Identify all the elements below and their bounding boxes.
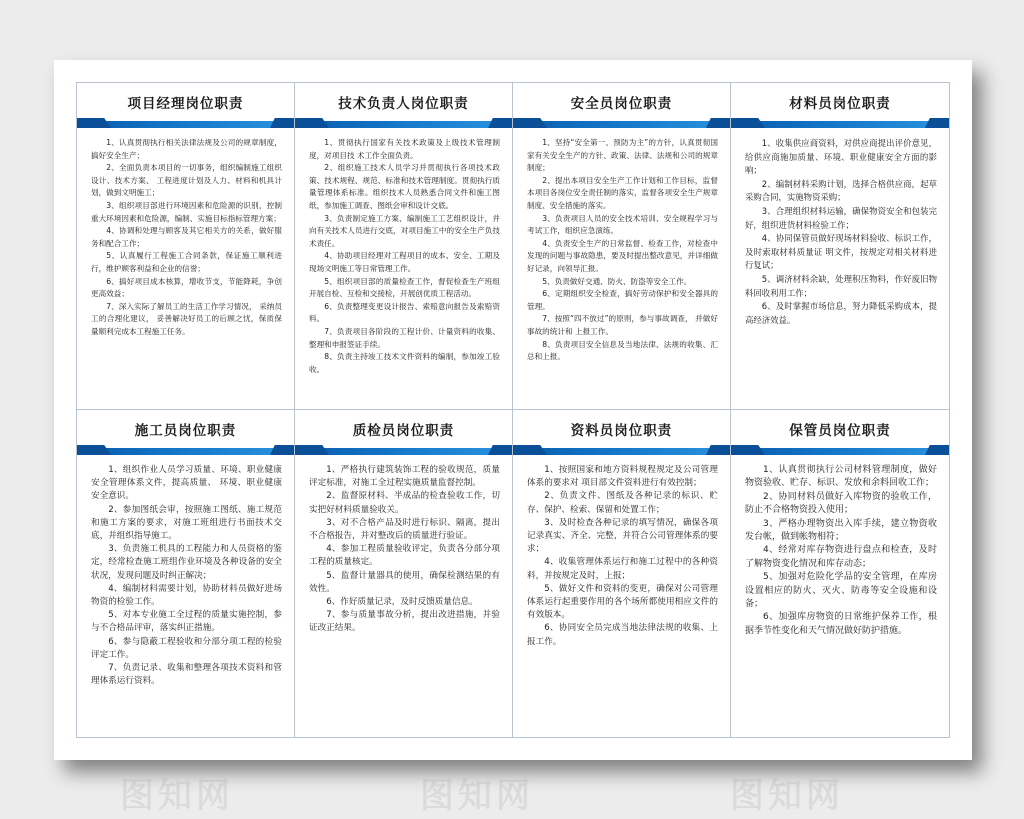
card-title: 资料员岗位职责 <box>570 423 673 439</box>
title-divider-bar <box>513 448 730 455</box>
duty-item: 7、深入实际了解员工的生活工作学习情况， 采纳员工的合理化建议， 妥善解决好员工的后顾之忧，保质保量顺利完成本工程施工任务。 <box>91 301 282 336</box>
duty-item: 2、协同材料员做好入库物资的验收工作，防止不合格物资投入使用； <box>745 491 937 516</box>
duty-item: 3、负责制定施工方案、编制施工工艺组织设计，并向有关技术人员进行交底，对项目施工中的安全生产负技术责任。 <box>309 213 500 248</box>
watermark-text: 图知网 <box>730 776 844 816</box>
title-divider-bar <box>513 121 730 128</box>
duty-item: 4、经常对库存物资进行盘点和检查，及时了解物资变化情况和库存动态； <box>745 545 937 569</box>
duty-item: 7、按照“四不放过”的原则，参与事故调查， 并做好事故的统计和 上报工作。 <box>527 314 718 336</box>
card-storekeeper <box>731 410 949 737</box>
duty-item: 2、全面负责本项目的一切事务，组织编制施工组织设计、技术方案、 工程进度计划及人力、材料和机具计划，做到文明施工； <box>91 163 282 198</box>
duty-item: 1、坚持“安全第一、预防为主”的方针，认真贯彻国家有关安全生产的方针、政策、法律、法规和公司的规章制度； <box>527 138 718 173</box>
duty-item: 6、作好质量记录，及时反馈质量信息。 <box>326 597 478 608</box>
card-safety-officer <box>513 83 731 410</box>
card-title: 施工员岗位职责 <box>134 423 237 439</box>
duty-item: 5、对本专业施工全过程的质量实施控制，参与不合格品评审，落实纠正措施。 <box>91 610 282 634</box>
card-title: 技术负责人岗位职责 <box>338 96 469 112</box>
duty-item: 7、负责项目各阶段的工程计价、计量资料的收集、整理和申报签证手续。 <box>309 326 500 349</box>
duty-item: 4、收集管理体系运行和施工过程中的各种资料，并按规定及时，上报； <box>527 557 718 581</box>
duty-list <box>77 128 294 339</box>
duty-item: 8、负责项目安全信息及当地法律、法规的收集、汇总和上报。 <box>527 339 718 362</box>
duty-item: 5、调济材料余缺，处理积压物料，作好废旧物料回收利用工作； <box>745 273 937 298</box>
card-title: 保管员岗位职责 <box>789 423 891 439</box>
duty-item: 5、认真履行工程施工合同条款，保证施工顺利进行，维护顾客利益和企业的信誉； <box>91 251 282 273</box>
duty-item: 6、协同安全员完成当地法律法规的收集、上报工作。 <box>527 623 718 647</box>
card-quality-inspector <box>295 410 513 737</box>
card-title: 项目经理岗位职责 <box>127 96 244 112</box>
duty-grid <box>76 82 950 738</box>
duty-list <box>77 455 294 688</box>
duty-item: 4、编制材料需要计划，协助材料员做好进场物资的检验工作。 <box>91 583 282 608</box>
duty-list <box>295 128 512 376</box>
duty-item: 5、加强对危险化学品的安全管理，在库房设置相应的防火、灭火、防毒等安全设施和设备； <box>745 572 937 610</box>
duty-item: 3、负责项目人员的安全技术培训、安全规程学习与考试工作，组织应急演练。 <box>527 213 718 236</box>
duty-list <box>731 128 949 327</box>
duty-item: 5、监督计量器具的使用，确保检测结果的有效性。 <box>309 570 500 594</box>
duty-item: 6、定期组织安全检查，搞好劳动保护和安全器具的管理。 <box>527 289 718 311</box>
duty-item: 7、负责记录、收集和整理各项技术资料和管理体系运行资料。 <box>91 663 282 687</box>
duty-item: 1、认真贯彻执行公司材料管理制度，做好物资验收、贮存、标识、发放和余料回收工作； <box>745 465 937 489</box>
title-divider-bar <box>731 121 949 128</box>
duty-item: 4、协助项目经理对工程项目的成本、安全、工期及现场文明施工等日常管理工作。 <box>309 251 500 273</box>
title-divider-bar <box>77 121 294 128</box>
duty-item: 3、合理组织材料运输，确保物资安全和包装完好，组织进货材料检验工作； <box>745 205 937 230</box>
duty-item: 1、收集供应商资料，对供应商提出评价意见，给供应商施加质量、环境、职业健康安全方面的影响； <box>745 138 937 176</box>
duty-item: 1、贯彻执行国家有关技术政策及上级技术管理制度，对项目技 术工作全面负责。 <box>309 138 500 160</box>
card-title: 质检员岗位职责 <box>352 423 455 439</box>
duty-item: 2、参加图纸会审，按照施工图纸、施工规范和施工方案的要求，对施工班组进行书面技术交底，并组织指导施工。 <box>91 504 282 542</box>
card-title: 材料员岗位职责 <box>789 96 891 112</box>
duty-item: 6、负责整理变更设计报告、索赔意向报告及索赔资料。 <box>309 301 500 324</box>
duty-item: 4、负责安全生产的日常监督、检查工作，对检查中发现的问题与事故隐患，要及时提出整改意见，并详细做好记录，向领导汇报。 <box>527 238 718 273</box>
card-documentation-officer <box>513 410 731 737</box>
title-divider-bar <box>77 448 294 455</box>
duty-item: 3、组织项目部进行环境因素和危险源的识别，控制重大环境因素和危险源，编制、实施目标指标管理方案； <box>91 200 282 223</box>
duty-item: 4、参加工程质量验收评定，负责各分部分项工程的质量核定。 <box>309 544 500 568</box>
duty-item: 2、提出本项目安全生产工作计划和工作目标，监督本项目各岗位安全责任制的落实，监督各项安全生产规章制度、安全措施的落实。 <box>527 175 718 210</box>
poster-board <box>54 60 972 760</box>
watermark-text: 图知网 <box>420 776 534 816</box>
duty-item: 1、认真贯彻执行相关法律法规及公司的规章制度，搞好安全生产； <box>91 138 282 160</box>
duty-list <box>731 455 949 638</box>
duty-item: 6、及时掌握市场信息，努力降低采购成本，提高经济效益。 <box>745 301 937 325</box>
duty-item: 3、严格办理物资出入库手续，建立物资收发台帐，做到帐物相符； <box>745 518 937 543</box>
duty-item: 5、负责做好交通、防火、防盗等安全工作。 <box>542 276 692 286</box>
title-divider-bar <box>731 448 949 455</box>
duty-item: 3、负责施工机具的工程能力和人员资格的鉴定，经常检查施工班组作业环境及各种设备的安全状况，发现问题及时纠正解决； <box>91 544 282 581</box>
card-title: 安全员岗位职责 <box>570 96 673 112</box>
watermark-text: 图知网 <box>120 776 234 816</box>
duty-item: 5、做好文件和资料的变更，确保对公司管理体系运行起重要作用的各个场所都使用相应文件的有效版本。 <box>527 583 718 621</box>
duty-item: 2、监督原材料、半成品的检查验收工作，切实把好材料质量验收关。 <box>309 491 500 515</box>
duty-item: 2、负责文件、图纸及各种记录的标识、贮存、保护、检索、保留和处置工作； <box>527 491 718 515</box>
duty-item: 6、搞好项目成本核算，增收节支，节能降耗，争创更高效益； <box>91 276 282 299</box>
duty-item: 1、组织作业人员学习质量、环境、职业健康安全管理体系文件，提高质量、 环境、职业健康安全意识。 <box>91 465 282 502</box>
card-materials-officer <box>731 83 949 410</box>
duty-item: 6、加强库房物资的日常维护保养工作，根据季节性变化和天气情况做好防护措施。 <box>745 612 937 636</box>
title-divider-bar <box>295 448 512 455</box>
duty-item: 7、参与质量事故分析，提出改进措施，并验证改正结果。 <box>309 610 500 634</box>
duty-item: 4、协同保管员做好现场材料验收、标识工作，及时索取材料质量证 明文件，按规定对相关材料进行复试； <box>745 233 937 271</box>
duty-list <box>295 455 512 636</box>
duty-item: 3、及时检查各种记录的填写情况，确保各项记录真实、齐全、完整，并符合公司管理体系的要求； <box>527 517 718 555</box>
duty-item: 2、编制材料采购计划，选择合格供应商，起草采购合同，实施物资采购； <box>745 178 937 203</box>
card-construction-officer <box>77 410 295 737</box>
title-divider-bar <box>295 121 512 128</box>
duty-item: 3、对不合格产品及时进行标识、隔离，提出不合格报告，并对整改后的质量进行验证。 <box>309 517 500 542</box>
duty-item: 4、协调和处理与顾客及其它相关方的关系，做好服务和配合工作； <box>91 226 282 248</box>
duty-list <box>513 455 730 649</box>
duty-item: 1、按照国家和地方资料规程规定及公司管理体系的要求对 项目部文件资料进行有效控制； <box>527 465 718 489</box>
duty-item: 6、参与隐蔽工程验收和分部分项工程的检验评定工作。 <box>91 636 282 660</box>
card-technical-lead <box>295 83 513 410</box>
duty-item: 8、负责主持竣工技术文件资料的编制，参加竣工验收。 <box>309 352 500 374</box>
duty-list <box>513 128 730 364</box>
duty-item: 5、组织项目部的质量检查工作，督促检查生产班组开展自检、互检和交接检，开展创优质工程活动。 <box>309 276 500 299</box>
duty-item: 1、严格执行建筑装饰工程的验收规范，质量评定标准，对施工全过程实施质量监督控制。 <box>309 465 500 489</box>
card-project-manager <box>77 83 295 410</box>
duty-item: 2、组织施工技术人员学习并贯彻执行各项技术政策、技术规程、规范、标准和技术管理制度。贯彻执行质量管理体系标准。组织技术人员熟悉合同文件和施工图纸，参加施工调查、图纸会审和设计交底。 <box>309 163 500 210</box>
